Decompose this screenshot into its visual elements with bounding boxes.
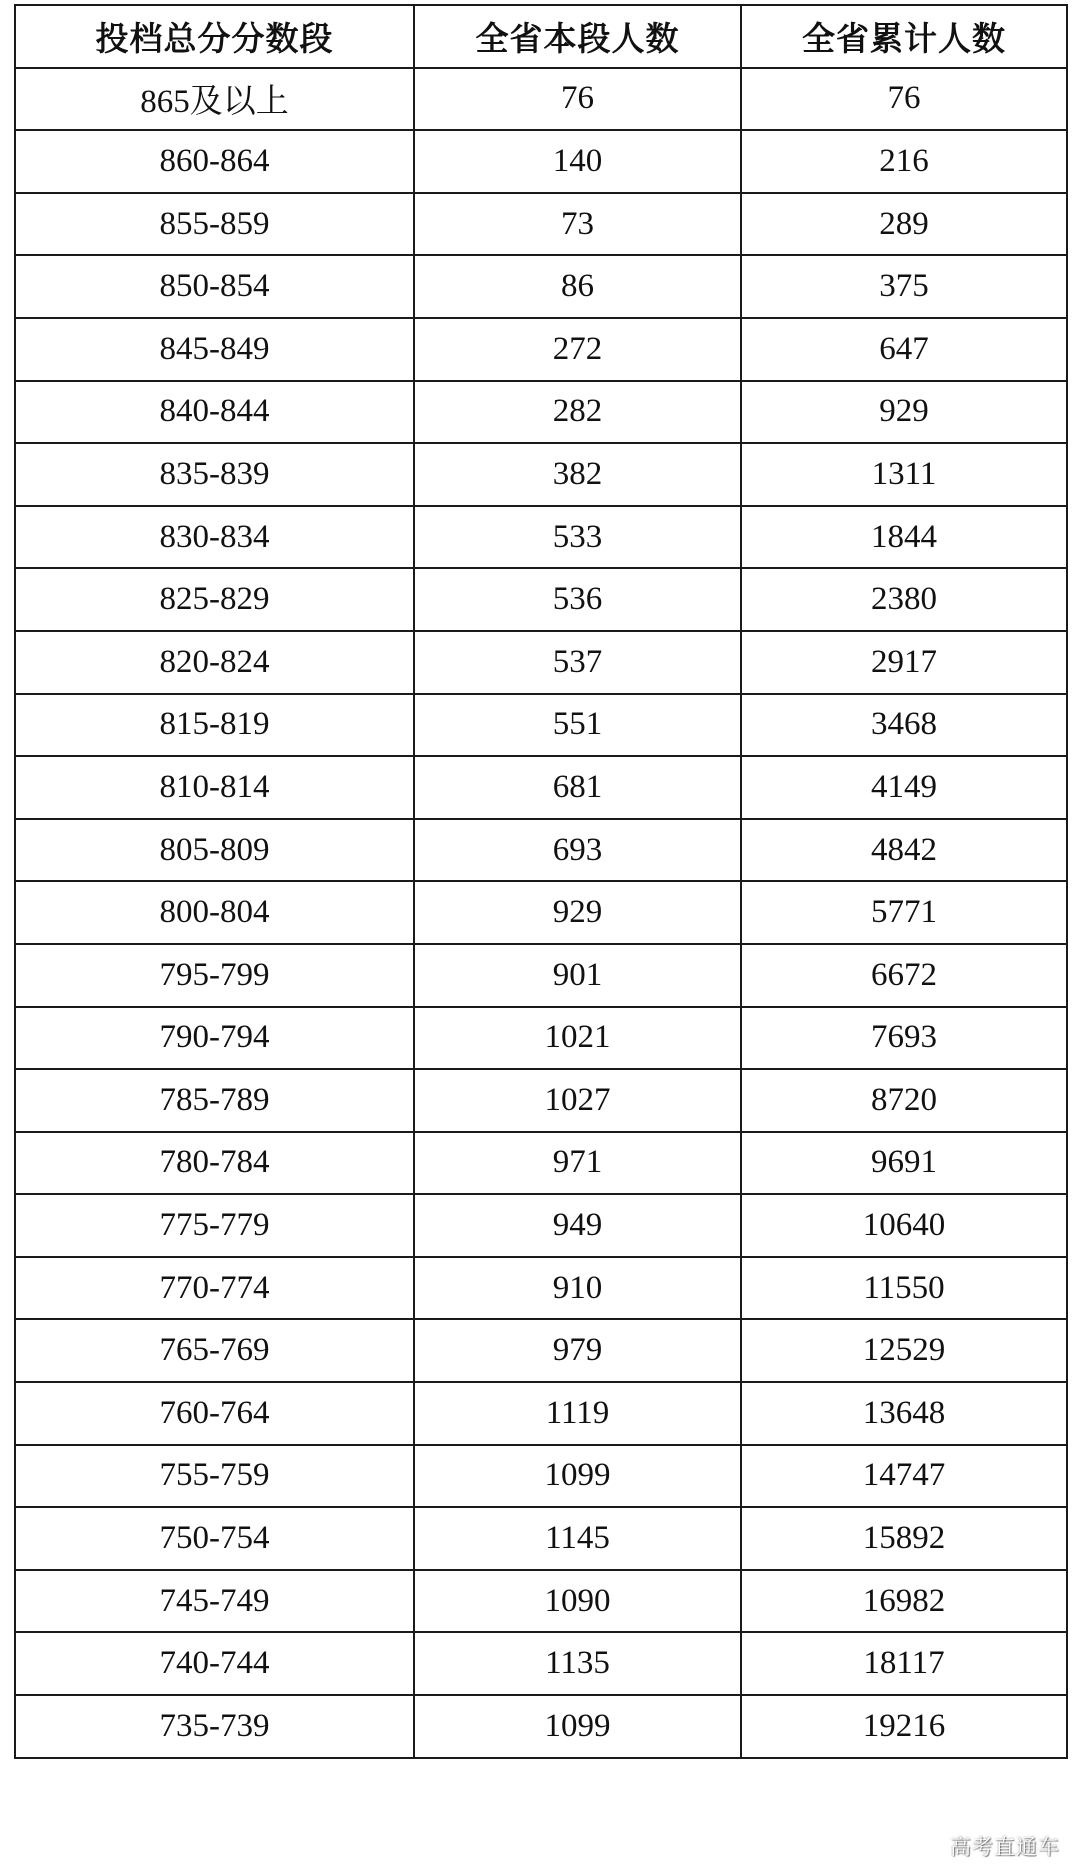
cumulative-count-cell: 10640 <box>741 1194 1067 1257</box>
score-range-cell: 790-794 <box>15 1007 414 1070</box>
score-range-cell: 750-754 <box>15 1507 414 1570</box>
cumulative-count-cell: 6672 <box>741 944 1067 1007</box>
cumulative-count-cell: 15892 <box>741 1507 1067 1570</box>
cumulative-count-cell: 7693 <box>741 1007 1067 1070</box>
table-row <box>15 756 1067 819</box>
segment-count-cell: 971 <box>414 1132 741 1195</box>
score-distribution-table <box>14 4 1068 1759</box>
segment-count-cell: 1090 <box>414 1570 741 1633</box>
segment-count-cell: 140 <box>414 130 741 193</box>
score-range-cell: 740-744 <box>15 1632 414 1695</box>
segment-count-cell: 929 <box>414 881 741 944</box>
segment-count-cell: 1099 <box>414 1695 741 1758</box>
score-range-cell: 855-859 <box>15 193 414 256</box>
cumulative-count-cell: 5771 <box>741 881 1067 944</box>
table-row <box>15 1570 1067 1633</box>
score-range-cell: 735-739 <box>15 1695 414 1758</box>
table-row <box>15 381 1067 444</box>
table-row <box>15 318 1067 381</box>
header-cumulative-count: 全省累计人数 <box>741 5 1067 68</box>
score-range-cell: 760-764 <box>15 1382 414 1445</box>
cumulative-count-cell: 289 <box>741 193 1067 256</box>
score-range-cell: 770-774 <box>15 1257 414 1320</box>
table-row <box>15 255 1067 318</box>
score-range-cell: 860-864 <box>15 130 414 193</box>
cumulative-count-cell: 2917 <box>741 631 1067 694</box>
segment-count-cell: 551 <box>414 694 741 757</box>
table-row <box>15 1194 1067 1257</box>
table-row <box>15 1445 1067 1508</box>
segment-count-cell: 76 <box>414 68 741 131</box>
cumulative-count-cell: 13648 <box>741 1382 1067 1445</box>
segment-count-cell: 1135 <box>414 1632 741 1695</box>
score-range-cell: 850-854 <box>15 255 414 318</box>
table-row <box>15 944 1067 1007</box>
cumulative-count-cell: 4149 <box>741 756 1067 819</box>
score-range-cell: 835-839 <box>15 443 414 506</box>
score-range-cell: 780-784 <box>15 1132 414 1195</box>
segment-count-cell: 1119 <box>414 1382 741 1445</box>
watermark: 高考直通车 <box>950 1835 1060 1859</box>
segment-count-cell: 272 <box>414 318 741 381</box>
segment-count-cell: 979 <box>414 1319 741 1382</box>
segment-count-cell: 681 <box>414 756 741 819</box>
table-row <box>15 1695 1067 1758</box>
table-row <box>15 568 1067 631</box>
cumulative-count-cell: 14747 <box>741 1445 1067 1508</box>
cumulative-count-cell: 9691 <box>741 1132 1067 1195</box>
table-row <box>15 1382 1067 1445</box>
segment-count-cell: 86 <box>414 255 741 318</box>
segment-count-cell: 949 <box>414 1194 741 1257</box>
table-row <box>15 819 1067 882</box>
header-score-range: 投档总分分数段 <box>15 5 414 68</box>
score-range-cell: 820-824 <box>15 631 414 694</box>
segment-count-cell: 693 <box>414 819 741 882</box>
score-range-cell: 865及以上 <box>15 68 414 131</box>
cumulative-count-cell: 647 <box>741 318 1067 381</box>
cumulative-count-cell: 4842 <box>741 819 1067 882</box>
score-range-cell: 755-759 <box>15 1445 414 1508</box>
segment-count-cell: 1021 <box>414 1007 741 1070</box>
cumulative-count-cell: 18117 <box>741 1632 1067 1695</box>
segment-count-cell: 910 <box>414 1257 741 1320</box>
score-range-cell: 815-819 <box>15 694 414 757</box>
table-row <box>15 1507 1067 1570</box>
table-row <box>15 631 1067 694</box>
table-row <box>15 68 1067 131</box>
table-row <box>15 193 1067 256</box>
score-range-cell: 785-789 <box>15 1069 414 1132</box>
table-row <box>15 881 1067 944</box>
segment-count-cell: 282 <box>414 381 741 444</box>
segment-count-cell: 382 <box>414 443 741 506</box>
score-range-cell: 765-769 <box>15 1319 414 1382</box>
segment-count-cell: 73 <box>414 193 741 256</box>
table-row <box>15 1632 1067 1695</box>
table-row <box>15 443 1067 506</box>
table-body <box>15 68 1067 1758</box>
cumulative-count-cell: 3468 <box>741 694 1067 757</box>
score-range-cell: 775-779 <box>15 1194 414 1257</box>
cumulative-count-cell: 1311 <box>741 443 1067 506</box>
table-row <box>15 1132 1067 1195</box>
table-row <box>15 1007 1067 1070</box>
score-range-cell: 805-809 <box>15 819 414 882</box>
score-range-cell: 810-814 <box>15 756 414 819</box>
cumulative-count-cell: 76 <box>741 68 1067 131</box>
score-range-cell: 800-804 <box>15 881 414 944</box>
cumulative-count-cell: 929 <box>741 381 1067 444</box>
cumulative-count-cell: 1844 <box>741 506 1067 569</box>
cumulative-count-cell: 19216 <box>741 1695 1067 1758</box>
table-row <box>15 1319 1067 1382</box>
table-header-row <box>15 5 1067 68</box>
table-row <box>15 694 1067 757</box>
table-row <box>15 506 1067 569</box>
header-segment-count: 全省本段人数 <box>414 5 741 68</box>
score-range-cell: 845-849 <box>15 318 414 381</box>
score-range-cell: 840-844 <box>15 381 414 444</box>
table-row <box>15 130 1067 193</box>
cumulative-count-cell: 11550 <box>741 1257 1067 1320</box>
score-range-cell: 795-799 <box>15 944 414 1007</box>
cumulative-count-cell: 8720 <box>741 1069 1067 1132</box>
segment-count-cell: 1027 <box>414 1069 741 1132</box>
cumulative-count-cell: 12529 <box>741 1319 1067 1382</box>
segment-count-cell: 1145 <box>414 1507 741 1570</box>
cumulative-count-cell: 16982 <box>741 1570 1067 1633</box>
segment-count-cell: 537 <box>414 631 741 694</box>
segment-count-cell: 1099 <box>414 1445 741 1508</box>
cumulative-count-cell: 375 <box>741 255 1067 318</box>
segment-count-cell: 533 <box>414 506 741 569</box>
segment-count-cell: 536 <box>414 568 741 631</box>
cumulative-count-cell: 216 <box>741 130 1067 193</box>
cumulative-count-cell: 2380 <box>741 568 1067 631</box>
score-range-cell: 830-834 <box>15 506 414 569</box>
segment-count-cell: 901 <box>414 944 741 1007</box>
score-range-cell: 745-749 <box>15 1570 414 1633</box>
score-range-cell: 825-829 <box>15 568 414 631</box>
table-row <box>15 1069 1067 1132</box>
table-row <box>15 1257 1067 1320</box>
